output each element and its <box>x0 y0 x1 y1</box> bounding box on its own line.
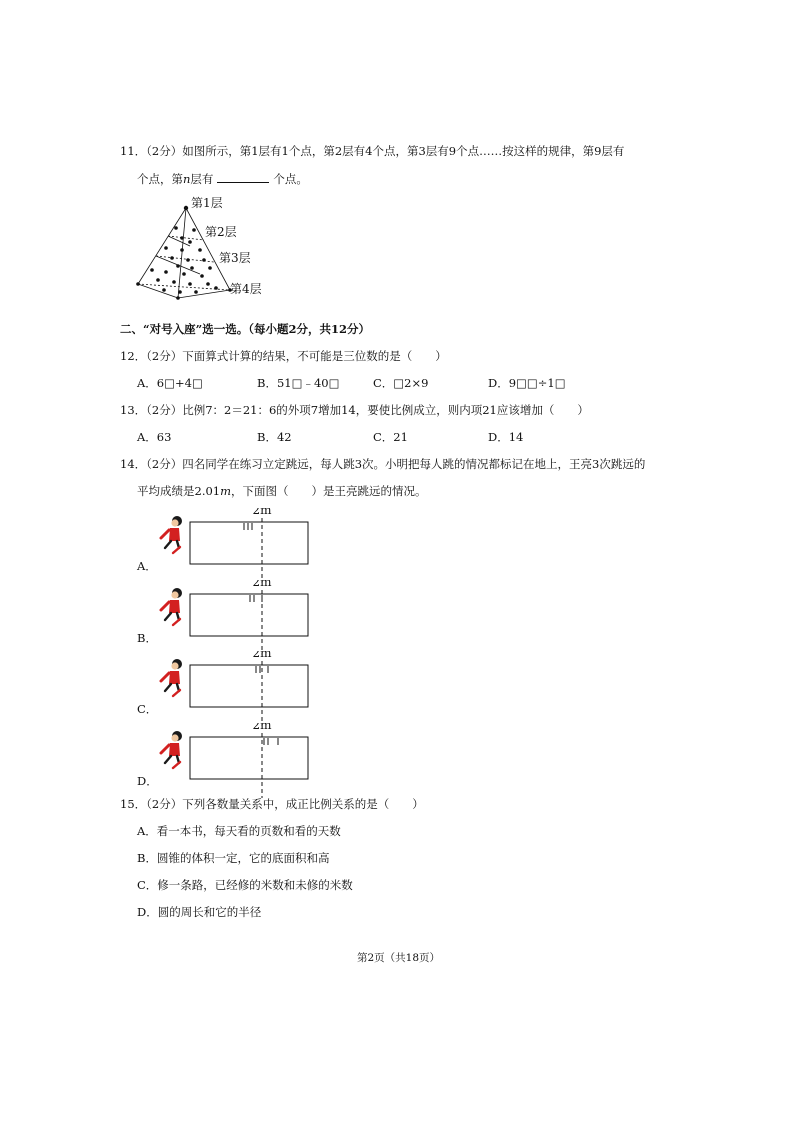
pyramid-label-3: 第3层 <box>219 251 251 265</box>
jump-diagram-d[interactable] <box>133 723 323 803</box>
jumper-figure <box>161 659 182 696</box>
q14-text-a: 平均成绩是2.01 <box>137 484 221 498</box>
sand-pit <box>190 737 308 779</box>
q14-line1: 14．（2分）四名同学在练习立定跳远，每人跳3次。小明把每人跳的情况都标记在地上，王亮3次跳远的 <box>120 457 646 471</box>
q14-option-a[interactable]: A． <box>137 559 157 573</box>
jump-diagram-b[interactable] <box>133 580 323 660</box>
q15-option-a[interactable]: A．看一本书，每天看的页数和看的天数 <box>137 824 341 838</box>
q15-stem: 15．（2分）下列各数量关系中，成正比例关系的是（ ） <box>120 797 424 811</box>
q12-option-a[interactable]: A．6□+4□ <box>137 376 203 390</box>
jump-diagram-svg <box>133 723 323 803</box>
q12-option-c[interactable]: C．□2×9 <box>373 376 429 390</box>
jumper-figure <box>161 731 182 768</box>
q14-option-c[interactable]: C． <box>137 702 158 716</box>
pyramid-label-4: 第4层 <box>230 282 262 296</box>
q14-option-d[interactable]: D． <box>137 774 158 788</box>
q14-option-b[interactable]: B． <box>137 631 157 645</box>
q12-stem: 12．（2分）下面算式计算的结果，不可能是三位数的是（ ） <box>120 349 447 363</box>
two-meter-label: 2m <box>252 651 272 660</box>
jump-diagram-svg <box>133 651 323 731</box>
page-footer: 第2页（共18页） <box>357 952 441 964</box>
jump-diagram-svg <box>133 508 323 588</box>
q12-option-d[interactable]: D．9□□÷1□ <box>488 376 566 390</box>
sand-pit <box>190 522 308 564</box>
jump-diagram-a[interactable] <box>133 508 323 588</box>
q15-option-c[interactable]: C．修一条路，已经修的米数和未修的米数 <box>137 878 353 892</box>
q15-option-b[interactable]: B．圆锥的体积一定，它的底面积和高 <box>137 851 330 865</box>
q14-unit: m <box>220 484 232 498</box>
section-2-title: 二、“对号入座”选一选。（每小题2分，共12分） <box>120 322 370 336</box>
q11-text-c: 个点。 <box>273 172 308 186</box>
q11-text-b: 层有 <box>190 172 214 186</box>
q13-option-b[interactable]: B．42 <box>257 430 292 444</box>
jumper-figure <box>161 588 182 625</box>
q11-n: n <box>183 172 191 186</box>
q13-option-c[interactable]: C．21 <box>373 430 408 444</box>
sand-pit <box>190 594 308 636</box>
q11-line2 <box>137 171 308 187</box>
q11-text-a: 个点，第 <box>137 172 183 186</box>
q14-text-b: ，下面图（ ）是王亮跳远的情况。 <box>231 484 427 498</box>
sand-pit <box>190 665 308 707</box>
jump-diagram-svg <box>133 580 323 660</box>
jumper-figure <box>161 516 182 553</box>
q13-option-a[interactable]: A．63 <box>137 430 172 444</box>
q14-line2 <box>137 483 427 499</box>
two-meter-label: 2m <box>252 723 272 732</box>
jump-diagram-c[interactable] <box>133 651 323 731</box>
q12-option-b[interactable]: B．51□﹣40□ <box>257 376 340 390</box>
two-meter-label: 2m <box>252 580 272 589</box>
q15-option-d[interactable]: D．圆的周长和它的半径 <box>137 905 262 919</box>
pyramid-label-1: 第1层 <box>191 196 223 210</box>
q13-stem: 13．（2分）比例7：2＝21：6的外项7增加14，要使比例成立，则内项21应该增加（ ） <box>120 403 589 417</box>
two-meter-label: 2m <box>252 508 272 517</box>
pyramid-label-2: 第2层 <box>205 225 237 239</box>
q13-option-d[interactable]: D．14 <box>488 430 524 444</box>
q11-line1: 11．（2分）如图所示，第1层有1个点，第2层有4个点，第3层有9个点……按这样的规律，第9层有 <box>120 144 625 158</box>
q11-answer-blank[interactable] <box>217 171 269 183</box>
